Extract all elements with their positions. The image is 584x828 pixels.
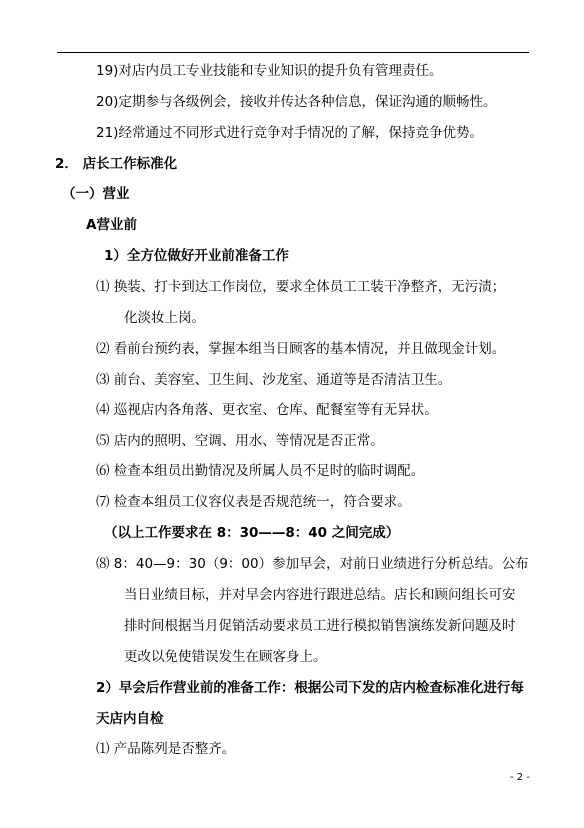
list-item-8-line-2: 当日业绩目标，并对早会内容进行跟进总结。店长和顾问组长可安 bbox=[124, 587, 516, 603]
list-item-8: ⑻ 8：40—9：30（9：00）参加早会，对前日业绩进行分析总结。公布 bbox=[96, 556, 529, 572]
step-heading-2: 2）早会后作营业前的准备工作：根据公司下发的店内检查标准化进行每 bbox=[96, 680, 524, 696]
list-item-8-line-3: 排时间根据当月促销活动要求员工进行模拟销售演练发新问题及时 bbox=[124, 618, 516, 634]
list-item-4: ⑷ 巡视店内各角落、更衣室、仓库、配餐室等有无异状。 bbox=[96, 402, 438, 418]
page-number: - 2 - bbox=[510, 772, 530, 783]
time-requirement-note: （以上工作要求在 8：30——8：40 之间完成） bbox=[104, 525, 400, 541]
duty-item-21: 21)经常通过不同形式进行竞争对手情况的了解，保持竞争优势。 bbox=[96, 125, 483, 141]
duty-item-19: 19)对店内员工专业技能和专业知识的提升负有管理责任。 bbox=[96, 63, 443, 79]
subsection-heading-business: （一）营业 bbox=[62, 186, 130, 202]
check-item-1: ⑴ 产品陈列是否整齐。 bbox=[96, 741, 236, 757]
list-item-2: ⑵ 看前台预约表，掌握本组当日顾客的基本情况，并且做现金计划。 bbox=[96, 341, 506, 357]
step-heading-1: 1）全方位做好开业前准备工作 bbox=[104, 248, 289, 264]
list-item-1: ⑴ 换装、打卡到达工作岗位，要求全体员工工装干净整齐，无污渍； bbox=[96, 279, 506, 295]
list-item-3: ⑶ 前台、美容室、卫生间、沙龙室、通道等是否清洁卫生。 bbox=[96, 372, 452, 388]
subsection-heading-pre-business: A营业前 bbox=[86, 217, 137, 233]
list-item-7: ⑺ 检查本组员工仪容仪表是否规范统一，符合要求。 bbox=[96, 494, 411, 510]
step-heading-2-continued: 天店内自检 bbox=[96, 711, 164, 727]
list-item-6: ⑹ 检查本组员出勤情况及所属人员不足时的临时调配。 bbox=[96, 463, 425, 479]
header-rule bbox=[57, 52, 529, 53]
list-item-5: ⑸ 店内的照明、空调、用水、等情况是否正常。 bbox=[96, 433, 384, 449]
duty-item-20: 20)定期参与各级例会，接收并传达各种信息，保证沟通的顺畅性。 bbox=[96, 94, 497, 110]
section-heading-2: 2． 店长工作标准化 bbox=[55, 156, 178, 172]
list-item-1-continued: 化淡妆上岗。 bbox=[124, 310, 205, 326]
list-item-8-line-4: 更改以免使错误发生在顾客身上。 bbox=[124, 649, 327, 665]
